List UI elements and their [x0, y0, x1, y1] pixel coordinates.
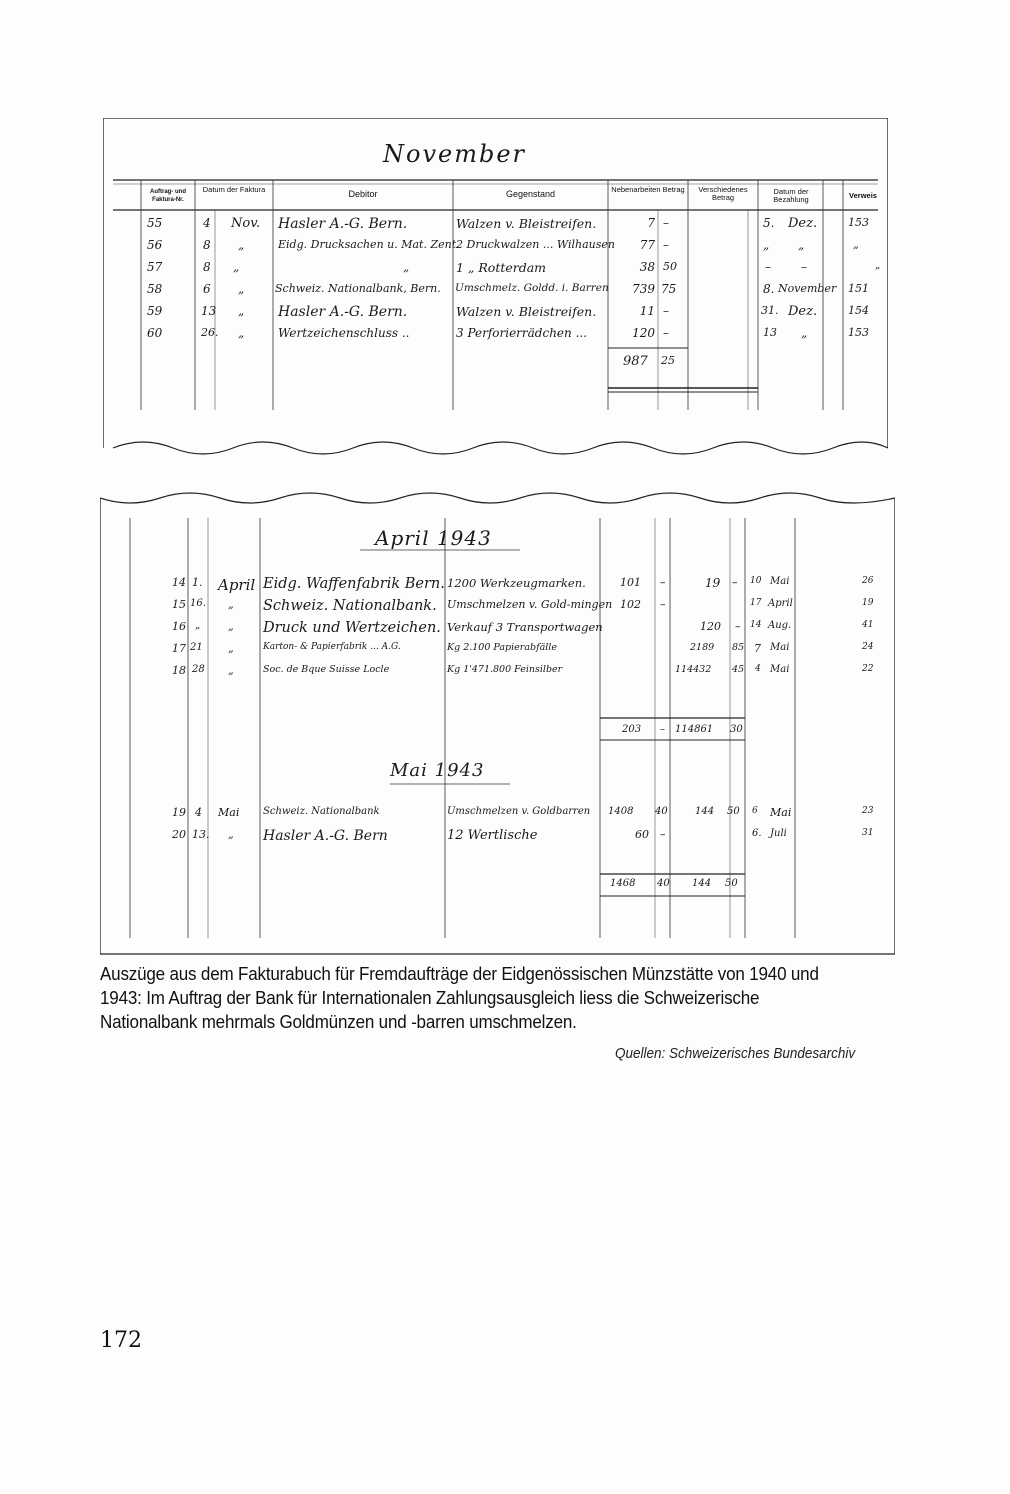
- row-debitor: Schweiz. Nationalbank: [263, 806, 380, 817]
- row-day: 8: [203, 260, 211, 274]
- row-col2-cents: –: [735, 620, 741, 633]
- row-nr: 56: [147, 238, 163, 252]
- table-row: [100, 620, 895, 642]
- row-pay-day: –: [765, 260, 771, 274]
- mai-total-col1: 1468: [610, 878, 636, 889]
- col-header-debitor: Debitor: [348, 189, 378, 199]
- table-row: [100, 664, 895, 686]
- row-pay-month: Dez.: [788, 216, 818, 231]
- row-col1-cents: –: [660, 576, 666, 589]
- row-pay-day: 6.: [752, 828, 762, 839]
- row-day: 8: [203, 238, 211, 252]
- row-cents: 50: [663, 260, 677, 273]
- row-day: 26.: [201, 326, 219, 339]
- mai-total-col2-cents: 50: [725, 878, 738, 889]
- row-pay-day: 5.: [763, 216, 775, 230]
- row-nr: 60: [147, 326, 163, 340]
- row-day: 16.: [190, 598, 206, 609]
- col-header-gegenstand: Gegenstand: [505, 189, 556, 199]
- row-pay-day: 14: [750, 620, 762, 630]
- table-row: [100, 642, 895, 664]
- row-nr: 55: [147, 216, 163, 230]
- row-gegenstand: Umschmelzen v. Goldbarren: [447, 806, 591, 817]
- row-betrag: 120: [632, 326, 655, 340]
- row-pay-day: 17: [750, 598, 762, 608]
- row-col1: 102: [620, 598, 641, 611]
- row-month: „: [238, 238, 245, 252]
- table-row: [100, 576, 895, 598]
- col-header-nr: Auftrag- und Faktura-Nr.: [150, 189, 186, 203]
- row-pay-day: 4: [755, 664, 761, 674]
- row-debitor: Druck und Wertzeichen.: [263, 620, 441, 636]
- row-betrag: 7: [647, 216, 655, 230]
- row-pay-day: 10: [750, 576, 762, 586]
- row-pay-day: 8.: [763, 282, 775, 296]
- row-nr: 20: [172, 828, 186, 841]
- row-col1: 1408: [608, 806, 634, 817]
- ledger1-total: 987: [623, 354, 648, 369]
- row-pay-month: „: [798, 238, 805, 252]
- row-verweis: 19: [862, 598, 874, 608]
- row-pay-month: November: [778, 282, 837, 295]
- row-day: 28: [192, 664, 205, 675]
- row-col1: 60: [635, 828, 649, 841]
- row-month: „: [233, 260, 240, 274]
- row-day: 13: [201, 304, 217, 318]
- row-verweis: 24: [862, 642, 874, 652]
- row-day: 4: [203, 216, 211, 230]
- row-day: 21: [190, 642, 203, 653]
- row-col2: 114432: [675, 664, 712, 675]
- row-month: „: [228, 828, 234, 841]
- row-nr: 16: [172, 620, 186, 633]
- row-verweis: 31: [862, 828, 874, 838]
- row-nr: 57: [147, 260, 163, 274]
- table-row: [103, 326, 888, 350]
- table-row: [103, 282, 888, 306]
- row-betrag: 11: [639, 304, 655, 318]
- row-month: „: [228, 642, 234, 655]
- row-pay-day: 7: [754, 642, 761, 655]
- row-gegenstand: Umschmelzen v. Gold-mingen: [447, 598, 613, 611]
- row-betrag: 739: [632, 282, 655, 296]
- row-month: „: [238, 326, 245, 340]
- col-header-versch: Verschiedenes Betrag: [698, 185, 748, 202]
- row-pay-month: Mai: [770, 806, 792, 819]
- row-col2: 2189: [690, 642, 715, 653]
- row-col1-cents: –: [660, 598, 666, 611]
- row-nr: 19: [172, 806, 186, 819]
- row-gegenstand: Kg 2.100 Papierabfälle: [447, 642, 557, 653]
- row-month: „: [228, 620, 234, 633]
- row-debitor: Hasler A.-G. Bern.: [278, 304, 408, 320]
- row-pay-month: April: [768, 598, 793, 609]
- row-gegenstand: Walzen v. Bleistreifen.: [456, 304, 597, 319]
- row-cents: –: [663, 304, 669, 318]
- row-month: Mai: [218, 806, 240, 819]
- row-col2-cents: 50: [727, 806, 740, 817]
- row-month: „: [228, 664, 234, 677]
- table-row: [103, 216, 888, 240]
- row-month: „: [228, 598, 234, 611]
- row-month: Nov.: [231, 216, 261, 231]
- row-gegenstand: Walzen v. Bleistreifen.: [456, 216, 597, 231]
- row-col2: 19: [705, 576, 721, 590]
- row-day: 1.: [192, 576, 203, 589]
- april-subtotal-col1: 203: [622, 724, 642, 735]
- april-subtotal-col2-cents: 30: [730, 724, 743, 735]
- table-row: [103, 304, 888, 328]
- row-col1: 101: [620, 576, 641, 589]
- row-gegenstand: 1 „ Rotterdam: [456, 260, 547, 275]
- row-cents: 75: [661, 282, 677, 296]
- col-header-datum: Datum der Faktura: [202, 185, 266, 194]
- col-header-neben: Nebenarbeiten Betrag: [611, 185, 685, 194]
- row-col2-cents: 45: [732, 664, 745, 675]
- row-debitor: Hasler A.-G. Bern.: [278, 216, 408, 232]
- row-col1-cents: 40: [655, 806, 668, 817]
- row-betrag: 38: [639, 260, 655, 274]
- row-debitor: Schweiz. Nationalbank.: [263, 598, 437, 614]
- row-pay-month: Mai: [770, 664, 790, 675]
- row-gegenstand: Umschmelz. Goldd. i. Barren: [455, 282, 609, 294]
- row-month: April: [218, 576, 256, 594]
- row-verweis: 23: [862, 806, 874, 816]
- row-verweis: 22: [862, 664, 874, 674]
- row-col2-cents: –: [732, 576, 738, 589]
- row-nr: 14: [172, 576, 186, 589]
- col-header-verweis: Verweis: [849, 191, 877, 200]
- april-subtotal-col2: 114861: [675, 724, 714, 735]
- row-debitor: Soc. de Bque Suisse Locle: [263, 664, 390, 675]
- row-pay-month: Mai: [770, 576, 790, 587]
- row-verweis: 41: [862, 620, 874, 630]
- row-gegenstand: 1200 Werkzeugmarken.: [447, 576, 586, 590]
- mai-total-col2: 144: [692, 878, 712, 889]
- row-gegenstand: Verkauf 3 Transportwagen: [447, 620, 603, 634]
- row-col1-cents: –: [660, 828, 666, 841]
- row-gegenstand: 12 Wertlische: [447, 828, 538, 843]
- row-verweis: 26: [862, 576, 874, 586]
- mai-total-col1-cents: 40: [657, 878, 670, 889]
- row-debitor: Hasler A.-G. Bern: [263, 828, 388, 844]
- row-verweis: 153: [848, 326, 869, 339]
- row-pay-day: 13: [763, 326, 777, 339]
- row-pay-month: „: [801, 326, 808, 340]
- row-nr: 15: [172, 598, 186, 611]
- row-col2: 120: [700, 620, 721, 633]
- table-row: [100, 828, 895, 850]
- row-cents: –: [663, 238, 669, 252]
- col-header-bezahlung: Datum der Bezahlung: [773, 187, 809, 204]
- ledger-november: [103, 118, 888, 458]
- row-pay-month: Dez.: [788, 304, 818, 319]
- row-debitor: Eidg. Drucksachen u. Mat. Zent.: [278, 238, 460, 251]
- row-cents: –: [663, 326, 669, 340]
- row-nr: 59: [147, 304, 163, 318]
- row-day: 13.: [192, 828, 210, 841]
- row-pay-day: 31.: [761, 304, 779, 317]
- row-pay-month: –: [801, 260, 807, 274]
- row-month: „: [238, 304, 245, 318]
- row-verweis: „: [853, 238, 859, 251]
- row-nr: 17: [172, 642, 186, 655]
- row-pay-month: Juli: [770, 828, 787, 839]
- row-debitor: Karton- & Papierfabrik ... A.G.: [263, 642, 401, 652]
- row-cents: –: [663, 216, 669, 230]
- row-debitor: „: [403, 260, 410, 274]
- figure-source: Quellen: Schweizerisches Bundesarchiv: [615, 1045, 856, 1062]
- row-month: „: [238, 282, 245, 296]
- ledger-month-mai: Mai 1943: [390, 760, 485, 781]
- ledger-month-april: April 1943: [375, 526, 492, 550]
- row-pay-day: 6: [752, 806, 758, 816]
- row-verweis: 151: [848, 282, 869, 295]
- row-pay-month: Aug.: [768, 620, 792, 631]
- page-number: 172: [100, 1328, 142, 1353]
- row-day: 4: [195, 806, 202, 819]
- row-debitor: Wertzeichenschluss ..: [278, 326, 410, 340]
- row-day: 6: [203, 282, 211, 296]
- row-col2-cents: 85: [732, 642, 745, 653]
- table-row: [103, 238, 888, 262]
- row-gegenstand: 3 Perforierrädchen ...: [456, 326, 588, 340]
- row-verweis: 153: [848, 216, 869, 229]
- row-betrag: 77: [639, 238, 655, 252]
- ledger-month-title: November: [383, 140, 527, 168]
- ledger-1943: [100, 488, 895, 956]
- row-col2: 144: [695, 806, 715, 817]
- row-debitor: Schweiz. Nationalbank, Bern.: [275, 282, 441, 295]
- row-day: „: [195, 620, 201, 631]
- row-nr: 58: [147, 282, 163, 296]
- row-verweis: 154: [848, 304, 869, 317]
- ledger1-total-cents: 25: [661, 354, 675, 367]
- table-row: [100, 598, 895, 620]
- row-verweis: „: [875, 260, 881, 271]
- row-debitor: Eidg. Waffenfabrik Bern.: [263, 576, 445, 592]
- april-subtotal-col1-cents: –: [660, 724, 665, 735]
- row-pay-month: Mai: [770, 642, 790, 653]
- ledger-1943-frame: [100, 488, 895, 956]
- table-row: [100, 806, 895, 828]
- row-pay-day: „: [763, 238, 770, 252]
- row-nr: 18: [172, 664, 186, 677]
- row-gegenstand: 2 Druckwalzen ... Wilhausen: [456, 238, 615, 251]
- table-row: [103, 260, 888, 284]
- figure-caption: Auszüge aus dem Fakturabuch für Fremdaufträge der Eidgenössischen Münzstätte von 1940 und 1943: Im Auftrag der Bank für Internationalen Zahlungsausgleich liess die Schweizerische Nationalbank mehrmals Goldmünzen und -barren umschmelzen.: [100, 963, 819, 1032]
- row-gegenstand: Kg 1'471.800 Feinsilber: [447, 664, 563, 675]
